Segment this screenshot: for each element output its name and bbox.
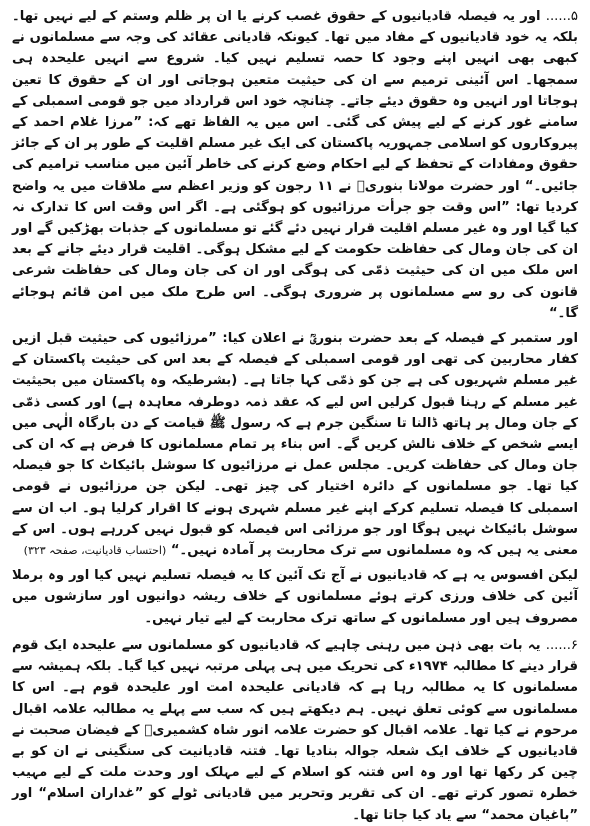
paragraph-text: اور ستمبر کے فیصلہ کے بعد حضرت بنوریؒ نے اعلان کیا: ”مرزائیوں کی حیثیت قبل ازیں کفار محاربین کی تھی اور قومی اسمبلی کے فیصلہ کے بعد اس کی حیثیت پاکستان کے غیر مسلم شہریوں کی ہے جن کو ذمّی کہا جاتا ہے۔ (بشرطیکہ وہ پاکستان میں بحیثیت غیر مسلم کے رہنا قبول کرلیں اس لیے کہ عقد ذمہ دوطرفہ معاہدہ ہے) اور کسی ذمّی کے جان ومال پر ہاتھ ڈالنا تا سنگین جرم ہے کہ رسول ﷺ قیامت کے دن بارگاہ الٰہی میں ایسے شخص کے خلاف نالش کریں گے۔ اس بناء پر تمام مسلمانوں کا فرض ہے کہ ان کی جان ومال کی حفاظت کریں۔ مجلس عمل نے مرزائیوں کا سوشل بائیکاٹ کا جو فیصلہ کیا تھا۔ جو مسلمانوں کے دائرہ اختیار کی چیز تھی۔ لیکن جن مرزائیوں نے قومی اسمبلی کا فیصلہ تسلیم کرکے اپنے غیر مسلم شہری ہونے کا اقرار کرلیا ہو۔ اب ان سے سوشل بائیکاٹ نہیں ہوگا اور جو مرزائی اس فیصلہ کو قبول نہیں کررہے ہوں۔ اس کے معنی یہ ہیں کہ وہ مسلمانوں سے ترک محاربت پر آمادہ نہیں۔“	[12, 331, 578, 559]
paragraph-banuri-announcement	[12, 328, 578, 561]
paragraph-5	[12, 6, 578, 324]
paragraph-text: اور یہ فیصلہ قادیانیوں کے حقوق غصب کرنے یا ان پر ظلم وستم کے لیے نہیں تھا۔ بلکہ یہ خود قادیانیوں کے مفاد میں تھا۔ کیونکہ قادیانی عقائد کی وجہ سے مسلمانوں نے کبھی بھی انہیں اپنے وجود کا حصہ تسلیم نہیں کیا۔ شروع سے انہیں علیحدہ ہی سمجھا۔ اس آئینی ترمیم سے ان کی حیثیت متعین ہوجاتی اور ان کے حقوق کا تعین ہوجاتا اور انہیں وہ حقوق دیئے جاتے۔ چنانچہ خود اس قرارداد میں جو قومی اسمبلی کے سامنے غور کرنے کے لیے پیش کی گئی۔ اس میں یہ الفاظ تھے کہ: ”مرزا غلام احمد کے پیروکاروں کو اسلامی جمہوریہ پاکستان کی ایک غیر مسلم اقلیت کے طور پر ان کے جائز حقوق ومفادات کے تحفظ کے لیے احکام وضع کرنے کی خاطر آئین میں مناسب ترامیم کی جائیں۔“ اور حضرت مولانا بنوریؒ نے ۱۱ رجون کو وزیر اعظم سے ملاقات میں یہ واضح کردیا تھا: ”اس وقت جو جرأت مرزائیوں کو ہوگئی ہے۔ اگر اس وقت اس کا تدارک نہ کیا گیا اور وہ غیر مسلم اقلیت قرار نہیں دئے گئے تو مسلمانوں کے جذبات بھڑکیں گے اور ان کی جان ومال کی حفاظت حکومت کے لیے مشکل ہوگی۔ اقلیت قرار دیئے جانے کے بعد اس ملک میں ان کی حیثیت ذمّی کی ہوگی اور ان کی جان ومال کی حفاظت شرعی قانون کی رو سے مسلمانوں پر ضروری ہوگی۔ اس طرح ملک میں امن قائم ہوجائے گا۔“	[12, 9, 578, 321]
paragraph-marker: ۶......	[545, 637, 578, 653]
paragraph-text: یہ بات بھی ذہن میں رہنی چاہیے کہ قادیانیوں کو مسلمانوں سے علیحدہ ایک قوم قرار دینے کا مطالبہ ۱۹۷۴ء کی تحریک میں ہی پہلی مرتبہ نہیں کیا گیا۔ بلکہ ہمیشہ سے مسلمانوں کا یہ مطالبہ رہا ہے کہ قادیانی علیحدہ امت اور علیحدہ قوم ہے۔ اس کا مسلمانوں سے کوئی تعلق نہیں۔ ہم دیکھتے ہیں کہ سب سے پہلے یہ مطالبہ علامہ اقبال مرحوم نے کیا تھا۔ علامہ اقبال کو حضرت علامہ انور شاہ کشمیریؒ کے فیضان صحبت نے قادیانیوں کے خلاف ایک شعلہ جوالہ بنادیا تھا۔ فتنہ قادیانیت کی سنگینی نے ان کو بے چین کر رکھا تھا اور وہ اس فتنہ کو اسلام کے لیے مہلک اور وحدت ملت کے لیے مہیب خطرہ تصور کرتے تھے۔ ان کی تقریر وتحریر میں قادیانی ٹولے کو ”غداران اسلام“ اور ”باغیان محمد“ سے یاد کیا جاتا تھا۔	[12, 637, 578, 823]
paragraph-6	[12, 635, 578, 826]
citation-reference: (احتساب قادیانیت، صفحہ ۳۲۳)	[23, 544, 167, 558]
paragraph-marker: ۵......	[545, 9, 579, 24]
paragraph-text: لیکن افسوس یہ ہے کہ قادیانیوں نے آج تک آئین کا یہ فیصلہ تسلیم نہیں کیا اور وہ برملا آئین کی خلاف ورزی کرتے ہوئے مسلمانوں کے خلاف ریشہ دوانیوں اور سازشوں میں مصروف ہیں اور مسلمانوں کے ساتھ ترک محاربت کے لیے تیار نہیں۔	[12, 568, 578, 626]
paragraph-regret	[12, 565, 578, 629]
